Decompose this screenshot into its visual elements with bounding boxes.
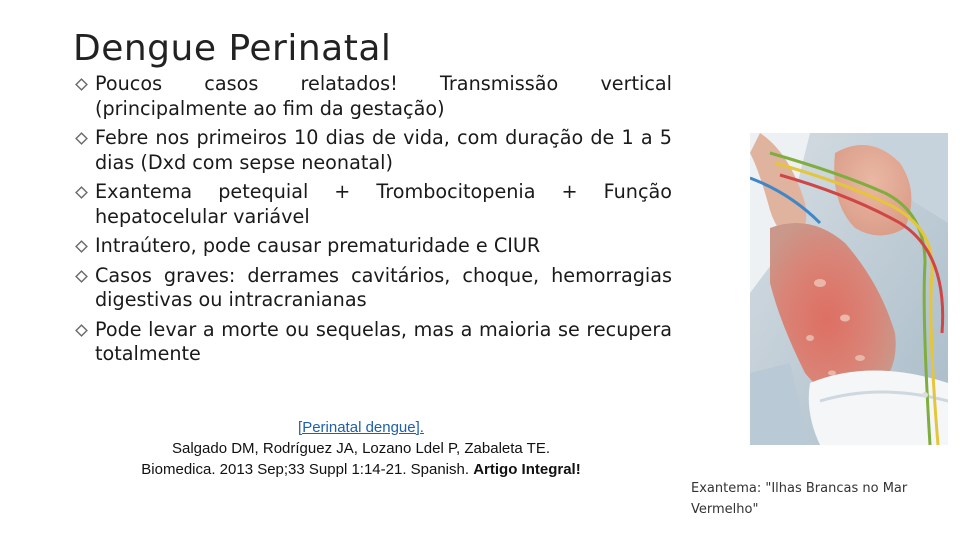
reference-authors: Salgado DM, Rodríguez JA, Lozano Ldel P, Zabaleta TE. xyxy=(171,440,550,457)
newborn-rash-photo xyxy=(750,133,948,445)
bullet-item xyxy=(74,264,672,313)
reference-citation: Biomedica. 2013 Sep;33 Suppl 1:14-21. Spanish. xyxy=(141,461,470,478)
bullet-text: Casos graves: derrames cavitários, choque, hemorragias digestivas ou intracranianas xyxy=(95,263,672,311)
hollow-diamond-bullet-icon xyxy=(75,240,88,253)
bullet-text: Febre nos primeiros 10 dias de vida, com duração de 1 a 5 dias (Dxd com sepse neonatal) xyxy=(95,126,672,174)
bullet-list xyxy=(74,72,672,372)
reference-highlight: Artigo Integral! xyxy=(473,461,581,478)
bullet-item xyxy=(74,72,672,121)
reference-block xyxy=(96,417,626,480)
hollow-diamond-bullet-icon xyxy=(75,132,88,145)
bullet-text: Intraútero, pode causar prematuridade e CIUR xyxy=(95,234,541,257)
hollow-diamond-bullet-icon xyxy=(75,186,88,199)
hollow-diamond-bullet-icon xyxy=(75,270,88,283)
bullet-text: Exantema petequial + Trombocitopenia + Função hepatocelular variável xyxy=(95,180,672,228)
hollow-diamond-bullet-icon xyxy=(75,324,88,337)
bullet-text: Poucos casos relatados! Transmissão vertical (principalmente ao fim da gestação) xyxy=(95,72,672,120)
bullet-item xyxy=(74,234,672,259)
slide-title: Dengue Perinatal xyxy=(73,28,392,69)
bullet-text: Pode levar a morte ou sequelas, mas a maioria se recupera totalmente xyxy=(95,317,672,365)
bullet-item xyxy=(74,180,672,229)
bullet-item xyxy=(74,126,672,175)
hollow-diamond-bullet-icon xyxy=(75,78,88,91)
reference-link[interactable]: [Perinatal dengue]. xyxy=(298,419,424,436)
photo-caption: Exantema: "Ilhas Brancas no Mar Vermelho" xyxy=(691,481,908,517)
bullet-item xyxy=(74,318,672,367)
